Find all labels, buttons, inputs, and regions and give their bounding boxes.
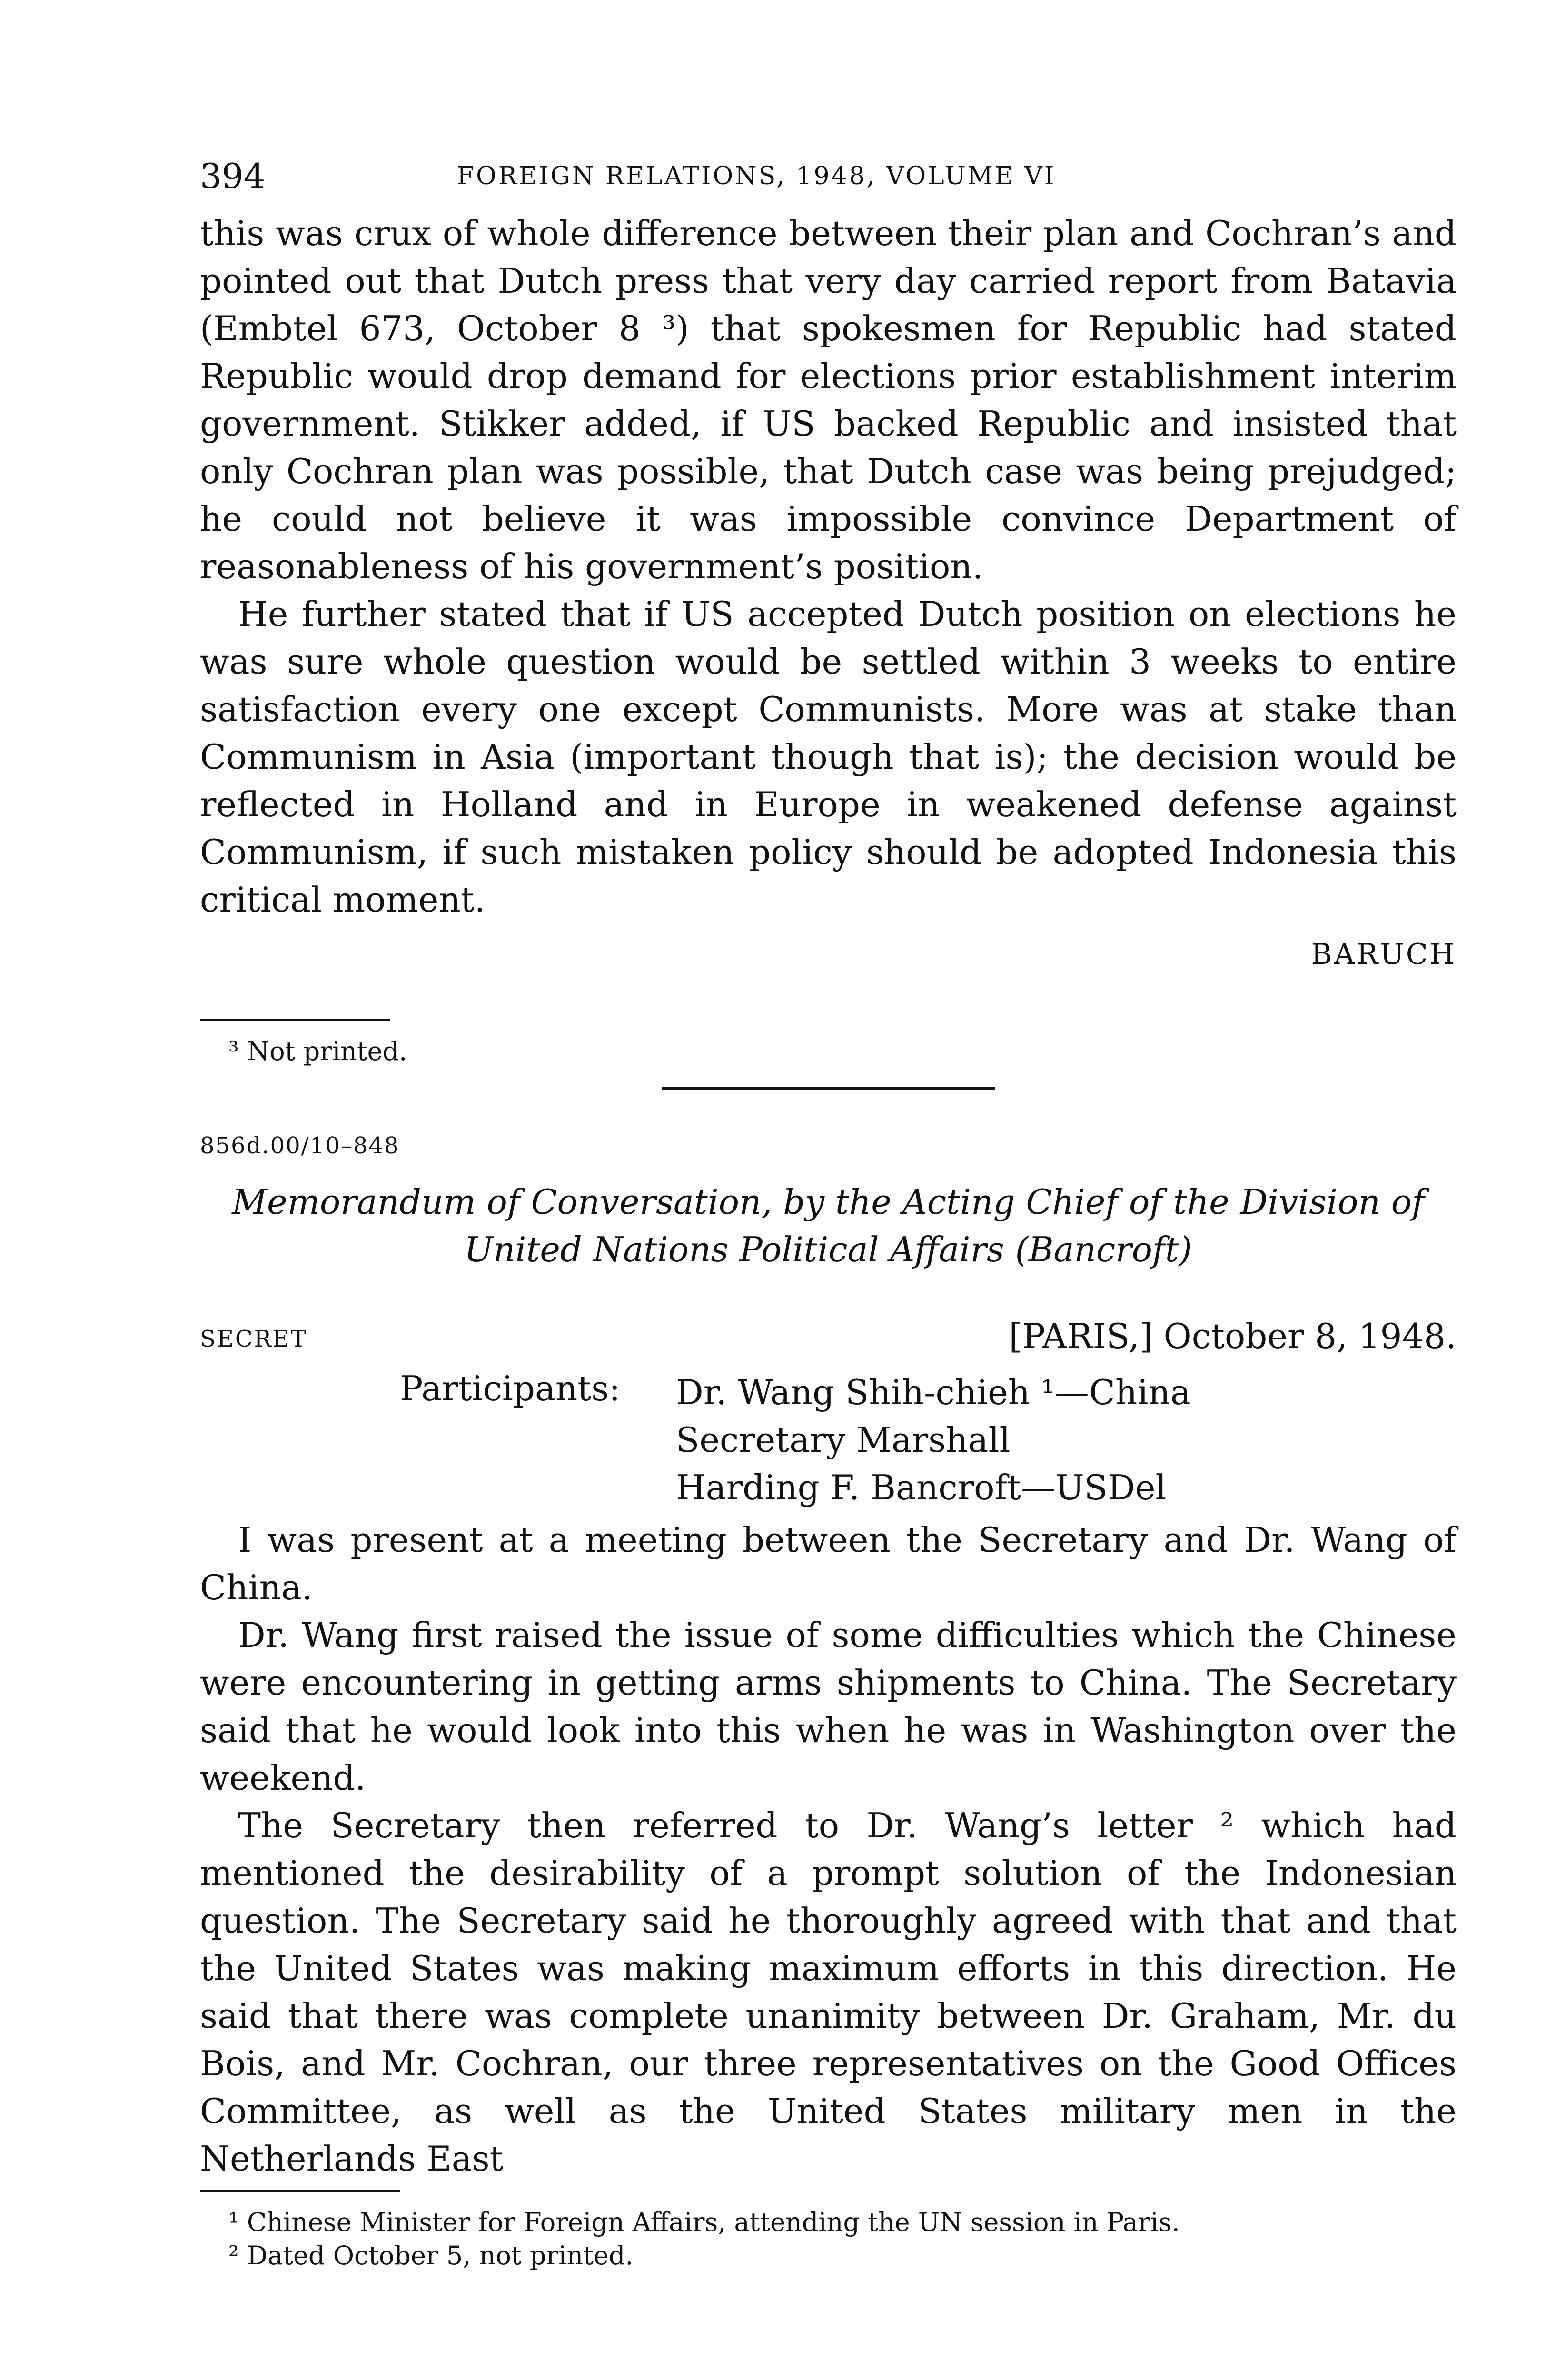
page-number: 394 bbox=[200, 156, 266, 196]
memo-paragraph-2: Dr. Wang first raised the issue of some difficulties which the Chinese were encountering in getting arms shipments to China. The Secretary said that he would look into this when he was in Washington over the weekend. bbox=[200, 1615, 1457, 1798]
signature: BARUCH bbox=[1311, 938, 1457, 971]
footnote-1: ¹ Chinese Minister for Foreign Affairs, attending the UN session in Paris. bbox=[228, 2207, 1180, 2237]
participant-item: Dr. Wang Shih-chieh ¹—China bbox=[676, 1372, 1191, 1412]
bottom-footnotes bbox=[200, 2190, 1457, 2272]
footnote-3: ³ Not printed. bbox=[228, 1036, 407, 1066]
memo-paragraph-1: I was present at a meeting between the Secretary and Dr. Wang of China. bbox=[200, 1520, 1457, 1607]
dateline: [PARIS,] October 8, 1948. bbox=[1009, 1316, 1457, 1356]
participant-item: Harding F. Bancroft—USDel bbox=[676, 1468, 1167, 1507]
footnote-divider bbox=[200, 1019, 390, 1021]
classification-line bbox=[200, 1316, 1457, 1368]
continued-paragraph-1: this was crux of whole difference between their plan and Cochran’s and pointed out that Dutch press that very day carried report from Batavia (Embtel 673, October 8 ³) that spokesmen for Republic had stated Republic would drop demand for elections prior establishment interim government. Stikker added, if US backed Republic and insisted that only Cochran plan was possible, that Dutch case was being prejudged; he could not believe it was impossible convince Department of reasonableness of his government’s position. bbox=[200, 213, 1457, 586]
running-header bbox=[200, 143, 1457, 200]
participant-item: Secretary Marshall bbox=[676, 1420, 1011, 1460]
footnote-2: ² Dated October 5, not printed. bbox=[228, 2241, 634, 2271]
participants-block bbox=[200, 1368, 1457, 1511]
memo-title: Memorandum of Conversation, by the Acting Chief of the Division of United Nations Political Affairs (Bancroft) bbox=[232, 1182, 1425, 1269]
section-divider bbox=[662, 1087, 995, 1090]
classification-label: SECRET bbox=[200, 1326, 307, 1352]
running-title: FOREIGN RELATIONS, 1948, VOLUME VI bbox=[457, 162, 1056, 190]
continued-paragraph-2: He further stated that if US accepted Dutch position on elections he was sure whole question would be settled within 3 weeks to entire satisfaction every one except Communists. More was at stake than Communism in Asia (important though that is); the decision would be reflected in Holland and in Europe in weakened defense against Communism, if such mistaken policy should be adopted Indonesia this critical moment. bbox=[200, 594, 1457, 920]
file-number: 856d.00/10–848 bbox=[200, 1132, 400, 1159]
footnote-divider bbox=[200, 2190, 400, 2192]
participants-label: Participants: bbox=[400, 1368, 621, 1408]
document-page bbox=[200, 143, 1457, 2380]
memo-paragraph-3: The Secretary then referred to Dr. Wang’s letter ² which had mentioned the desirability of a prompt solution of the Indonesian question. The Secretary said he thoroughly agreed with that and that the United States was making maximum efforts in this direction. He said that there was complete unanimity between Dr. Graham, Mr. du Bois, and Mr. Cochran, our three representatives on the Good Offices Committee, as well as the United States military men in the Netherlands East bbox=[200, 1805, 1457, 2179]
